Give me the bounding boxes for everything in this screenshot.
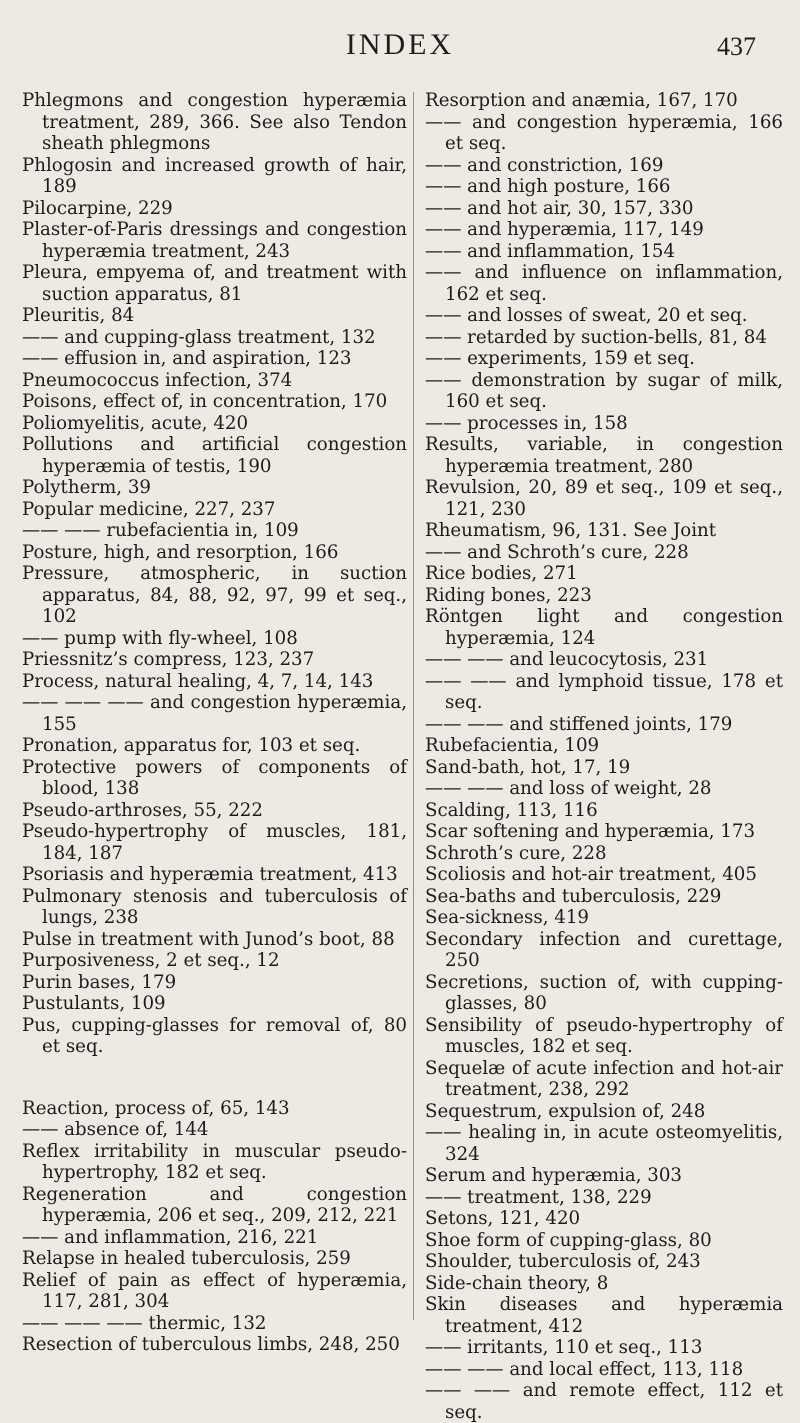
index-entry: Pollutions and artificial congestion hyperæmia of testis, 190 <box>22 434 407 477</box>
index-entry: —— —— and lymphoid tissue, 178 et seq. <box>425 670 783 713</box>
index-entry: —— irritants, 110 et seq., 113 <box>425 1337 703 1358</box>
index-entry: —— —— rubefacientia in, 109 <box>22 520 299 541</box>
index-entry: —— processes in, 158 <box>425 412 628 434</box>
index-entry: —— pump with fly-wheel, 108 <box>22 627 298 649</box>
index-entry: Sea-baths and tuberculosis, 229 <box>425 885 722 907</box>
index-entry: —— and inflammation, 154 <box>425 240 676 262</box>
index-entry: —— effusion in, and aspiration, 123 <box>22 348 352 369</box>
index-entry: Sea-sickness, 419 <box>425 907 589 928</box>
index-entry: Plaster-of-Paris dressings and congestion hyperæmia treatment, 243 <box>22 219 407 262</box>
index-entry: —— —— —— and congestion hyperæmia, 155 <box>22 692 407 735</box>
index-entry: Pneumococcus infection, 374 <box>22 369 293 391</box>
index-entry: Resorption and anæmia, 167, 170 <box>425 90 738 111</box>
index-entry: Phlogosin and increased growth of hair, 189 <box>22 154 407 197</box>
index-entry: Serum and hyperæmia, 303 <box>425 1165 683 1186</box>
index-entry: Psoriasis and hyperæmia treatment, 413 <box>22 864 398 885</box>
index-entry: Priessnitz’s compress, 123, 237 <box>22 649 315 670</box>
index-entry: Skin diseases and hyperæmia treatment, 412 <box>425 1294 783 1337</box>
index-entry: Reflex irritability in muscular pseudo-hypertrophy, 182 et seq. <box>22 1140 407 1183</box>
index-entry: —— and inflammation, 216, 221 <box>22 1226 319 1248</box>
index-entry: Setons, 121, 420 <box>425 1208 581 1229</box>
index-entry: —— and constriction, 169 <box>425 154 664 176</box>
index-entry: Scar softening and hyperæmia, 173 <box>425 821 756 842</box>
index-entry: Process, natural healing, 4, 7, 14, 143 <box>22 670 374 692</box>
index-entry: —— —— and stiffened joints, 179 <box>425 713 733 735</box>
index-entry: Relief of pain as effect of hyperæmia, 117, 281, 304 <box>22 1269 407 1312</box>
index-entry: Rice bodies, 271 <box>425 563 578 584</box>
index-entry: Pressure, atmospheric, in suction apparatus, 84, 88, 92, 97, 99 et seq., 102 <box>22 563 407 627</box>
index-entry: —— and Schroth’s cure, 228 <box>425 541 689 563</box>
index-entry: Sequelæ of acute infection and hot-air treatment, 238, 292 <box>425 1057 783 1100</box>
index-entry: Revulsion, 20, 89 et seq., 109 et seq., 121, 230 <box>425 477 783 520</box>
index-entry: Pustulants, 109 <box>22 993 166 1014</box>
index-entry: Side-chain theory, 8 <box>425 1272 609 1294</box>
index-entry: —— and influence on inflammation, 162 et seq. <box>425 262 783 305</box>
index-entry: Rubefacientia, 109 <box>425 735 600 756</box>
index-entry: Secretions, suction of, with cupping-glasses, 80 <box>425 971 783 1014</box>
index-entry: Protective powers of components of blood, 138 <box>22 756 407 799</box>
index-column-left <box>22 90 407 1356</box>
index-entry: Relapse in healed tuberculosis, 259 <box>22 1248 351 1269</box>
index-entry: Pseudo-arthroses, 55, 222 <box>22 799 263 821</box>
index-entry: Scoliosis and hot-air treatment, 405 <box>425 864 757 885</box>
index-entry: —— absence of, 144 <box>22 1119 209 1140</box>
index-entry: Pulse in treatment with Junod’s boot, 88 <box>22 928 395 950</box>
index-entry: Rheumatism, 96, 131. See Joint <box>425 520 717 541</box>
index-entry: Results, variable, in congestion hyperæmia treatment, 280 <box>425 434 783 477</box>
index-entry: —— —— and remote effect, 112 et seq. <box>425 1380 783 1423</box>
index-entry: —— —— and leucocytosis, 231 <box>425 649 709 670</box>
index-entry: Popular medicine, 227, 237 <box>22 498 276 520</box>
index-entry: Phlegmons and congestion hyperæmia treatment, 289, 366. See also Tendon sheath phlegmons <box>22 90 407 154</box>
index-entry: Poisons, effect of, in concentration, 170 <box>22 391 388 412</box>
index-entry: —— and hyperæmia, 117, 149 <box>425 219 704 240</box>
index-entry: Pronation, apparatus for, 103 et seq. <box>22 735 361 756</box>
index-entry: —— —— and loss of weight, 28 <box>425 778 712 799</box>
index-entry: —— retarded by suction-bells, 81, 84 <box>425 326 767 348</box>
index-entry: Posture, high, and resorption, 166 <box>22 541 339 563</box>
index-entry: Poliomyelitis, acute, 420 <box>22 412 249 434</box>
index-entry: Pulmonary stenosis and tuberculosis of lungs, 238 <box>22 885 407 928</box>
page-header <box>0 22 800 72</box>
index-entry: Pleura, empyema of, and treatment with suction apparatus, 81 <box>22 262 407 305</box>
index-entry: Scalding, 113, 116 <box>425 799 598 821</box>
running-title: INDEX <box>345 28 455 61</box>
index-entry: Pleuritis, 84 <box>22 305 135 326</box>
index-entry: —— experiments, 159 et seq. <box>425 348 695 369</box>
index-entry: Polytherm, 39 <box>22 477 151 498</box>
index-entry: —— —— and local effect, 113, 118 <box>425 1358 744 1380</box>
index-entry: Secondary infection and curettage, 250 <box>425 928 783 971</box>
index-entry: —— and congestion hyperæmia, 166 et seq. <box>425 111 783 154</box>
index-entry: Sand-bath, hot, 17, 19 <box>425 756 631 778</box>
index-column-right <box>425 90 783 1423</box>
index-entry: Regeneration and congestion hyperæmia, 206 et seq., 209, 212, 221 <box>22 1183 407 1226</box>
index-entry: Purposiveness, 2 et seq., 12 <box>22 950 280 971</box>
index-entry: Sequestrum, expulsion of, 248 <box>425 1100 706 1122</box>
index-entry: —— treatment, 138, 229 <box>425 1186 652 1208</box>
index-entry: Sensibility of pseudo-hypertrophy of muscles, 182 et seq. <box>425 1014 783 1057</box>
index-entry: Pseudo-hypertrophy of muscles, 181, 184, 187 <box>22 821 407 864</box>
index-entry: —— and cupping-glass treatment, 132 <box>22 326 376 348</box>
index-entry: Shoulder, tuberculosis of, 243 <box>425 1251 701 1272</box>
index-entry: Riding bones, 223 <box>425 584 592 606</box>
index-entry: —— healing in, in acute osteomyelitis, 324 <box>425 1122 783 1165</box>
column-divider <box>413 92 414 1320</box>
index-entry: —— and high posture, 166 <box>425 176 671 197</box>
index-entry: Resection of tuberculous limbs, 248, 250 <box>22 1334 400 1355</box>
index-entry: Shoe form of cupping-glass, 80 <box>425 1229 712 1251</box>
index-entry: —— and losses of sweat, 20 et seq. <box>425 305 748 326</box>
index-entry: Schroth’s cure, 228 <box>425 842 607 864</box>
index-entry: Pus, cupping-glasses for removal of, 80 et seq. <box>22 1014 407 1057</box>
index-entry: —— and hot air, 30, 157, 330 <box>425 197 694 219</box>
index-entry: Pilocarpine, 229 <box>22 197 173 219</box>
index-entry: Purin bases, 179 <box>22 971 177 993</box>
index-entry: Röntgen light and congestion hyperæmia, 124 <box>425 606 783 649</box>
index-entry: Reaction, process of, 65, 143 <box>22 1097 290 1119</box>
index-entry: —— demonstration by sugar of milk, 160 et seq. <box>425 369 783 412</box>
page-number: 437 <box>717 32 756 61</box>
index-entry: —— —— —— thermic, 132 <box>22 1312 267 1334</box>
